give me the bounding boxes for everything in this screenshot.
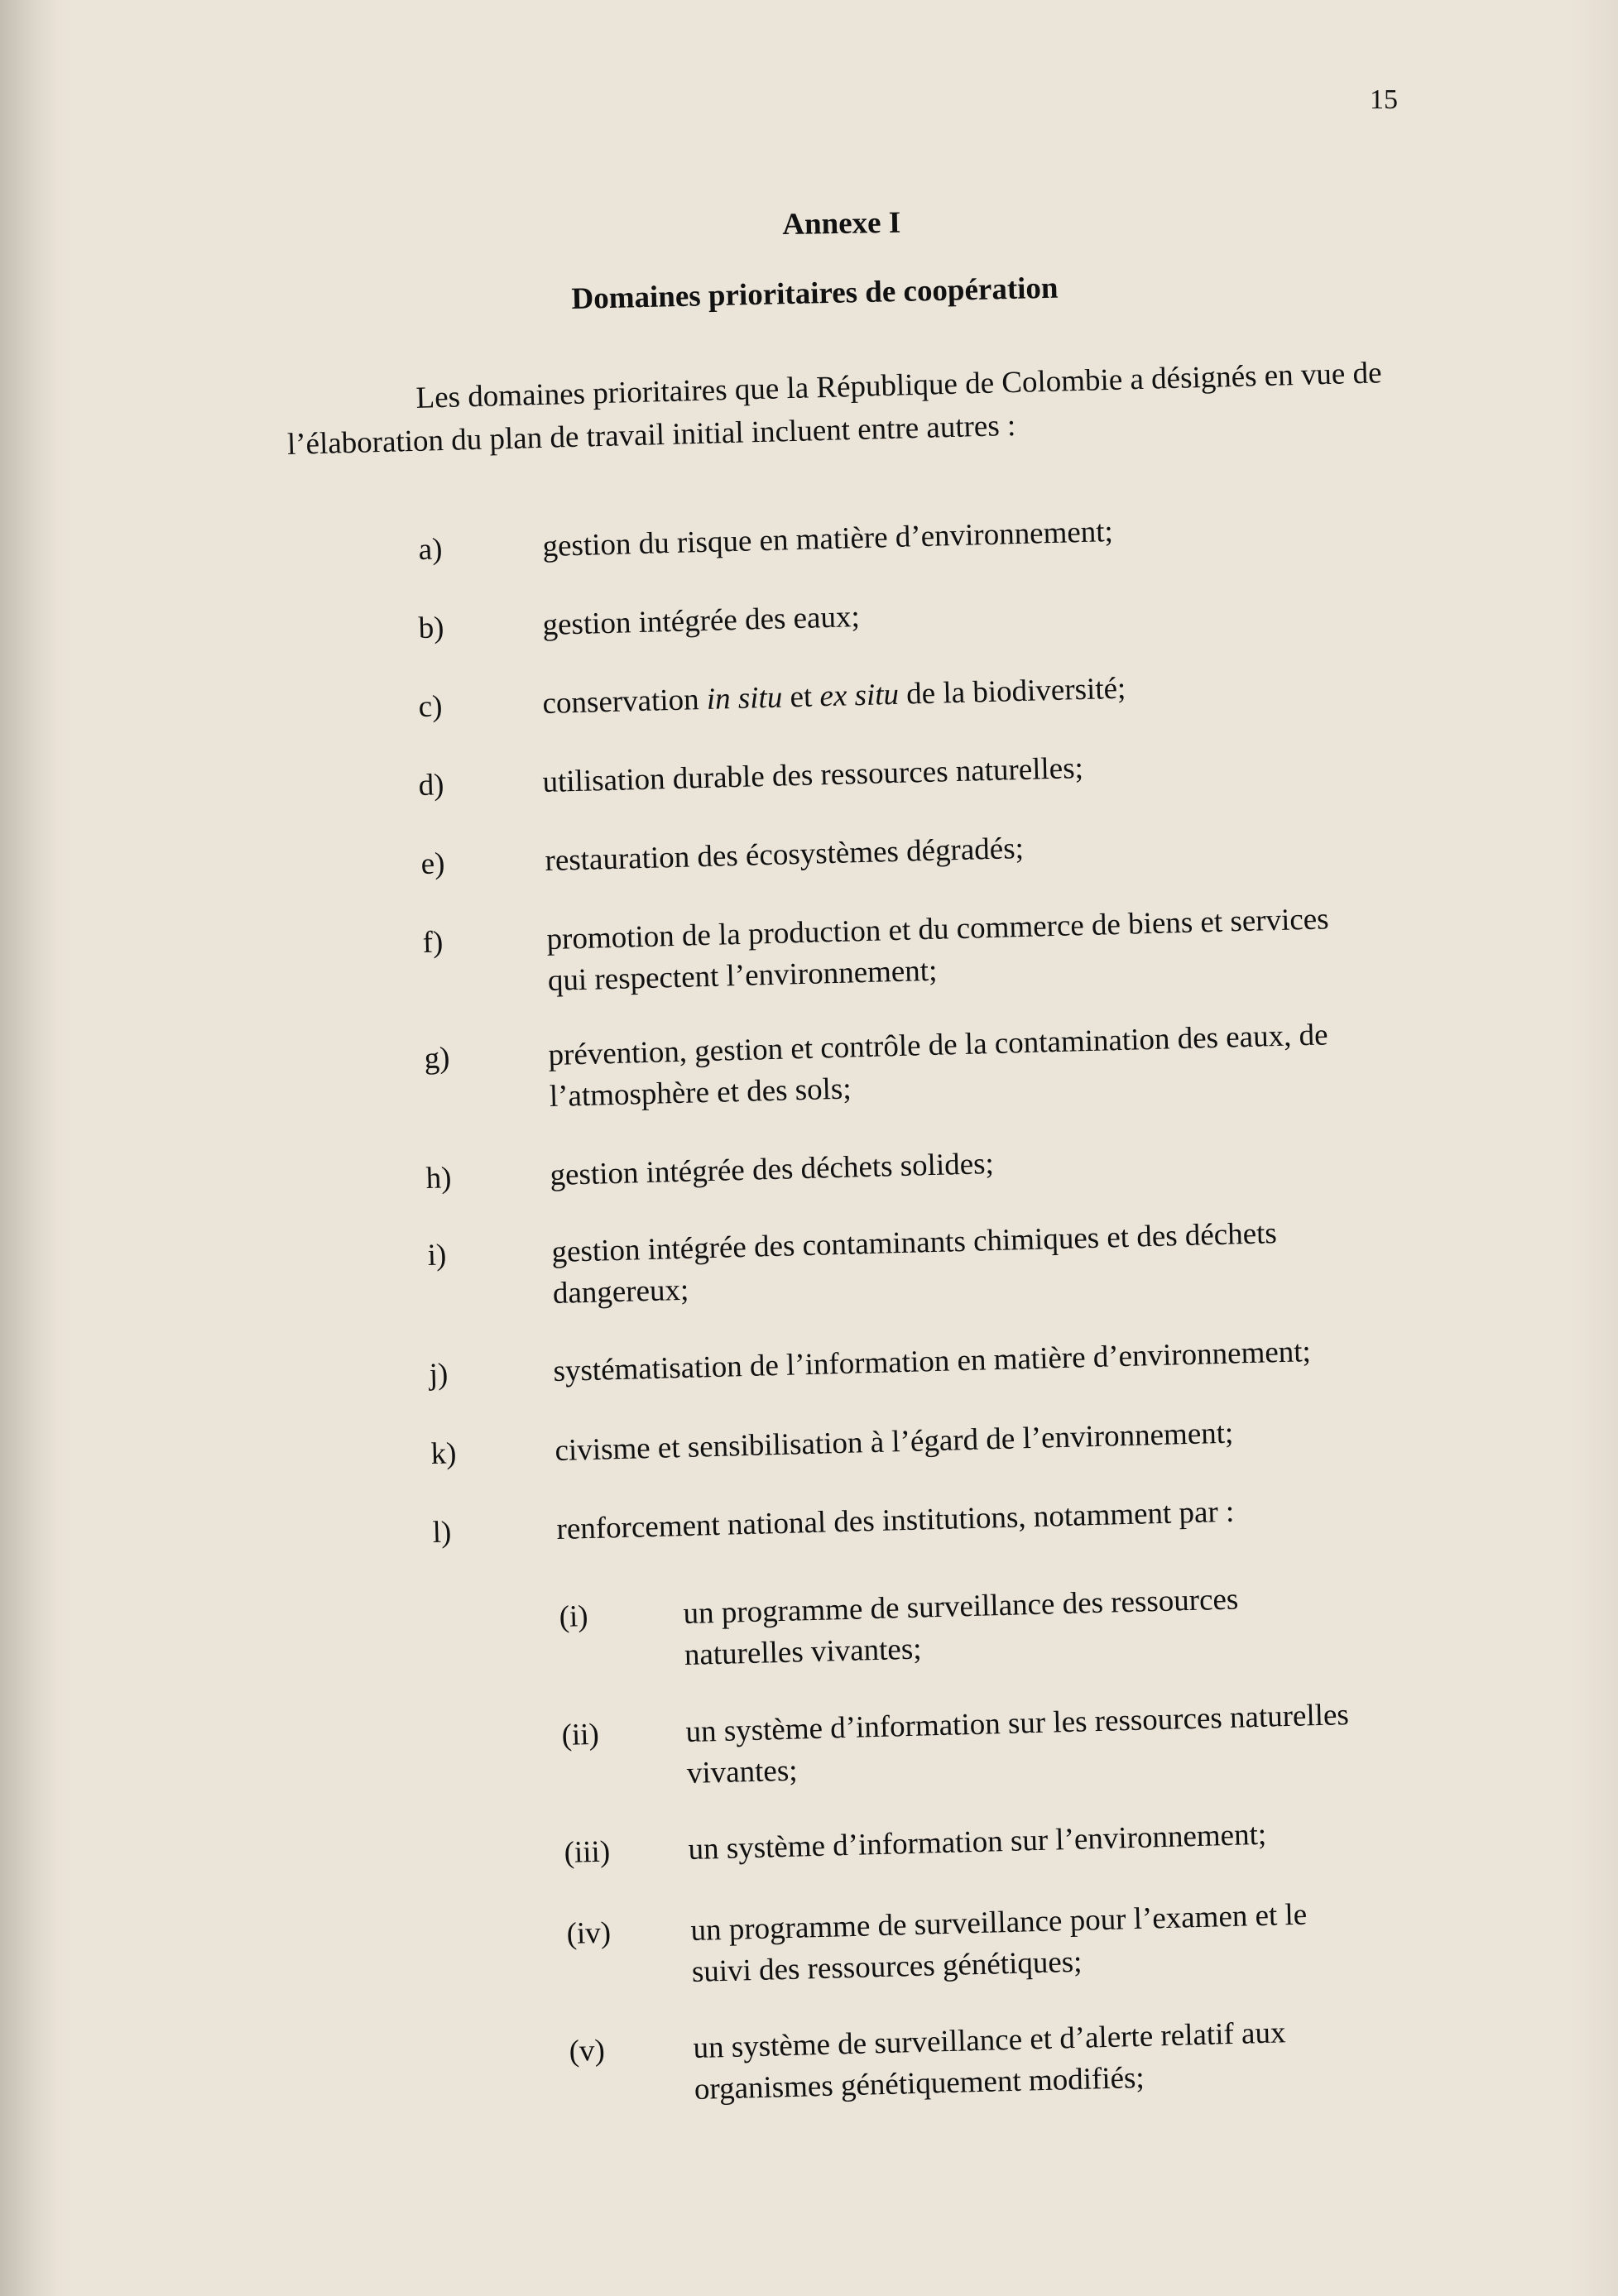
sub-item-numeral: (iii)	[564, 1834, 611, 1870]
item-text: gestion du risque en matière d’environnement;	[542, 515, 1114, 564]
item-text: gestion intégrée des déchets solides;	[550, 1147, 995, 1193]
item-letter: e)	[420, 846, 445, 881]
item-letter: l)	[432, 1515, 452, 1550]
sub-item-text: un programme de surveillance des ressources naturelles vivantes;	[683, 1582, 1239, 1673]
item-text: gestion intégrée des eaux;	[542, 600, 861, 643]
item-letter: g)	[424, 1041, 450, 1076]
sub-item-numeral: (ii)	[561, 1717, 600, 1752]
annex-title: Annexe I	[782, 205, 901, 242]
annex-subtitle: Domaines prioritaires de coopération	[571, 271, 1059, 316]
item-letter: k)	[430, 1436, 457, 1471]
item-text: civisme et sensibilisation à l’égard de l’environnement;	[555, 1416, 1234, 1469]
sub-item-numeral: (i)	[559, 1599, 589, 1634]
sub-item-text: un système de surveillance et d’alerte relatif aux organismes génétiquement modifiés;	[693, 2016, 1286, 2107]
item-text: gestion intégrée des contaminants chimiques et des déchets dangereux;	[551, 1216, 1278, 1311]
sub-item-numeral: (iv)	[566, 1915, 612, 1951]
sub-item-text: un système d’information sur les ressources naturelles vivantes;	[685, 1698, 1350, 1791]
sub-item-numeral: (v)	[569, 2033, 606, 2068]
item-letter: j)	[429, 1357, 449, 1392]
item-text: restauration des écosystèmes dégradés;	[545, 831, 1025, 879]
item-letter: h)	[425, 1161, 452, 1196]
item-letter: i)	[427, 1238, 447, 1273]
intro-paragraph: Les domaines prioritaires que la République de Colombie a désignés en vue de l’élaboration du plan de travail initial incluent entre autres :	[286, 356, 1382, 462]
item-letter: d)	[418, 768, 444, 803]
item-text: utilisation durable des ressources naturelles;	[542, 750, 1084, 800]
item-text: conservation in situ et ex situ de la biodiversité;	[542, 671, 1126, 721]
item-letter: a)	[418, 532, 443, 567]
page-number: 15	[1370, 84, 1398, 115]
item-text: promotion de la production et du commerce de biens et services qui respectent l’environnement;	[546, 902, 1330, 999]
item-letter: b)	[418, 611, 444, 645]
italic-term: in situ	[706, 680, 783, 717]
item-text: systématisation de l’information en matière d’environnement;	[553, 1335, 1312, 1389]
item-letter: c)	[418, 689, 443, 724]
item-text: prévention, gestion et contrôle de la contamination des eaux, de l’atmosphère et des sols;	[548, 1018, 1328, 1114]
italic-term: ex situ	[819, 677, 900, 714]
item-text: renforcement national des institutions, notamment par :	[556, 1494, 1235, 1547]
sub-item-text: un système d’information sur l’environnement;	[688, 1817, 1267, 1867]
item-letter: f)	[422, 925, 444, 960]
sub-item-text: un programme de surveillance pour l’examen et le suivi des ressources génétiques;	[690, 1897, 1308, 1990]
book-spine-shadow	[0, 0, 58, 2296]
